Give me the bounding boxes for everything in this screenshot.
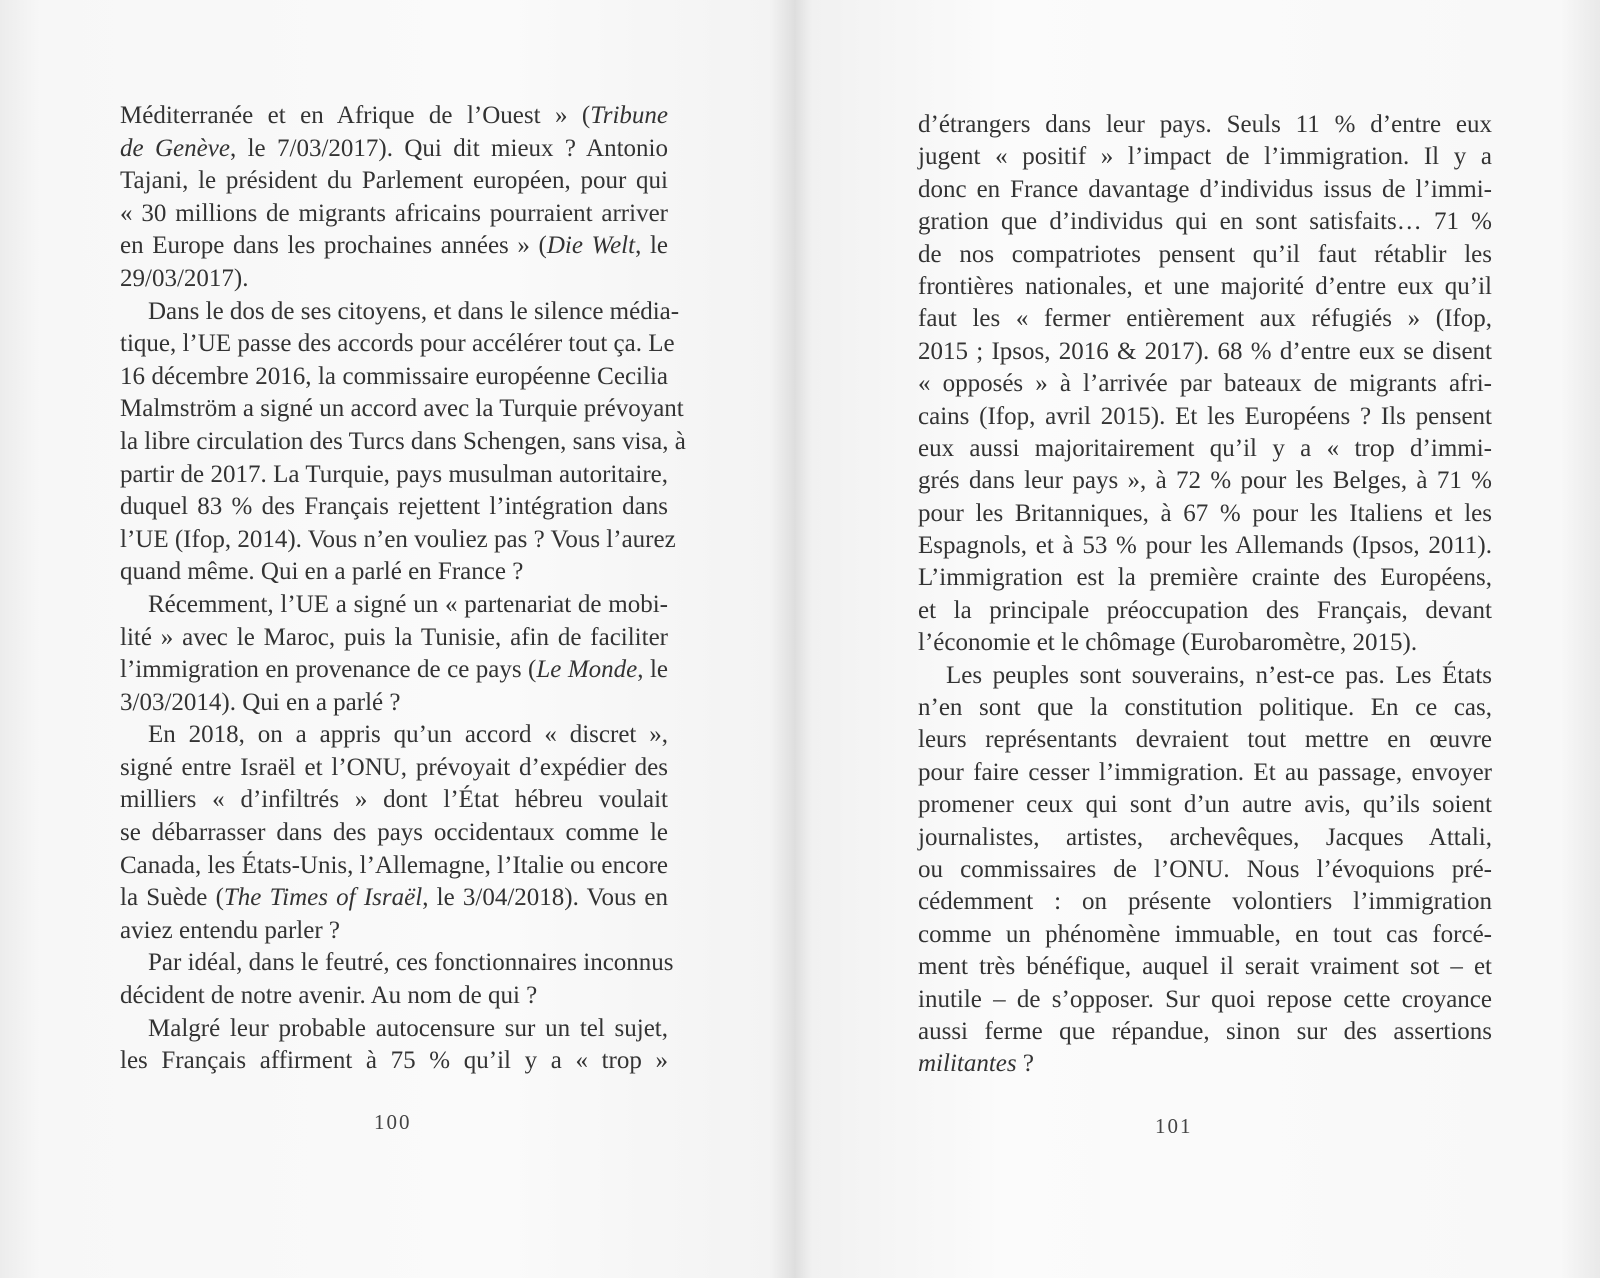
text-run: faut les « fermer entièrement aux réfugiés » (Ifop, <box>918 305 1492 333</box>
text-run: gration que d’individus qui en sont satisfaits… 71 % <box>918 208 1492 236</box>
text-run: , le <box>635 232 668 260</box>
text-line <box>120 491 668 524</box>
text-line <box>918 336 1492 368</box>
text-run: jugent « positif » l’impact de l’immigration. Il y a <box>918 143 1492 171</box>
page-number-left: 100 <box>374 1110 412 1134</box>
text-line <box>918 530 1492 562</box>
text-run: duquel 83 % des Français rejettent l’intégration dans <box>120 493 668 521</box>
text-run: partir de 2017. La Turquie, pays musulman autoritaire, <box>120 460 668 488</box>
text-run: ment très bénéfique, auquel il serait vraiment sot – et <box>918 953 1492 981</box>
text-run: donc en France davantage d’individus issus de l’immi- <box>918 175 1492 203</box>
text-run: milliers « d’infiltrés » dont l’État hébreu voulait <box>120 786 668 814</box>
text-line <box>918 660 1492 692</box>
text-run: ? <box>1016 1050 1034 1078</box>
text-line <box>120 882 668 915</box>
text-line <box>918 854 1492 886</box>
text-line <box>120 752 668 785</box>
text-run: signé entre Israël et l’ONU, prévoyait d’expédier des <box>120 753 668 781</box>
text-run: Par idéal, dans le feutré, ces fonctionnaires inconnus <box>148 949 674 977</box>
text-run: Espagnols, et à 53 % pour les Allemands (Ipsos, 2011). <box>918 532 1492 560</box>
text-run: cédemment : on présente volontiers l’immigration <box>918 888 1492 916</box>
text-run: En 2018, on a appris qu’un accord « discret », <box>148 721 668 749</box>
text-run: L’immigration est la première crainte des Européens, <box>918 564 1492 592</box>
paragraph <box>120 1013 668 1078</box>
left-page-text <box>120 100 686 1078</box>
text-line <box>918 789 1492 821</box>
text-run: en Europe dans les prochaines années » ( <box>120 232 547 260</box>
text-run: « 30 millions de migrants africains pourraient arriver <box>120 199 668 227</box>
text-run: leurs représentants devraient tout mettre en œuvre <box>918 726 1492 754</box>
text-run: Canada, les États-Unis, l’Allemagne, l’Italie ou encore <box>120 851 668 879</box>
text-line <box>918 239 1492 271</box>
text-line <box>918 1048 1492 1080</box>
text-line <box>918 498 1492 530</box>
text-line <box>918 692 1492 724</box>
text-run: journalistes, artistes, archevêques, Jacques Attali, <box>918 823 1492 851</box>
text-line <box>120 622 668 655</box>
paragraph <box>120 719 668 947</box>
text-line <box>918 141 1492 173</box>
italic-title: Die Welt <box>546 232 636 260</box>
text-run: aussi ferme que répandue, sinon sur des assertions <box>918 1017 1492 1045</box>
text-line <box>918 757 1492 789</box>
text-line <box>120 915 668 948</box>
text-run: pour faire cesser l’immigration. Et au passage, envoyer <box>918 758 1492 786</box>
text-line <box>120 654 668 687</box>
text-line <box>918 919 1492 951</box>
italic-title: Tribune <box>590 102 668 129</box>
text-line <box>120 296 680 329</box>
text-line <box>918 595 1492 627</box>
text-line <box>120 230 668 263</box>
text-run: , le 7/03/2017). Qui dit mieux ? Antonio <box>229 134 668 162</box>
text-line <box>120 589 668 622</box>
text-run: se débarrasser dans des pays occidentaux comme le <box>120 819 668 847</box>
text-line <box>120 1045 668 1078</box>
text-line <box>918 886 1492 918</box>
text-line <box>918 303 1492 335</box>
text-run: Malgré leur probable autocensure sur un tel sujet, <box>148 1014 668 1042</box>
text-line <box>918 627 1492 659</box>
text-run: 3/03/2014). Qui en a parlé ? <box>120 688 401 716</box>
text-run: Malmström a signé un accord avec la Turquie prévoyant <box>120 395 684 423</box>
text-run: 2015 ; Ipsos, 2016 & 2017). 68 % d’entre eux se disent <box>918 337 1492 365</box>
text-line <box>918 984 1492 1016</box>
text-run: eux aussi majoritairement qu’il y a « trop d’immi- <box>918 434 1492 462</box>
text-line <box>918 465 1492 497</box>
text-run: quand même. Qui en a parlé en France ? <box>120 558 524 586</box>
text-run: aviez entendu parler ? <box>120 916 341 944</box>
text-run: promener ceux qui sont d’un autre avis, qu’ils soient <box>918 791 1492 819</box>
italic-title: Le Monde <box>536 656 638 684</box>
text-run: tique, l’UE passe des accords pour accélérer tout ça. Le <box>120 330 675 358</box>
paragraph <box>918 660 1492 1081</box>
text-line <box>120 980 668 1013</box>
text-line <box>120 687 668 720</box>
paragraph <box>120 100 668 296</box>
text-line <box>918 368 1492 400</box>
text-line <box>120 524 676 557</box>
text-run: la libre circulation des Turcs dans Schengen, sans visa, à <box>120 427 686 455</box>
paragraph <box>120 947 674 1012</box>
text-line <box>120 328 675 361</box>
text-run: cains (Ifop, avril 2015). Et les Européens ? Ils pensent <box>918 402 1492 430</box>
text-run: Dans le dos de ses citoyens, et dans le silence média- <box>148 297 680 325</box>
text-line <box>918 433 1492 465</box>
text-run: l’UE (Ifop, 2014). Vous n’en vouliez pas ? Vous l’aurez <box>120 525 676 553</box>
text-line <box>918 401 1492 433</box>
text-line <box>120 556 668 589</box>
text-line <box>120 361 668 394</box>
text-run: Tajani, le président du Parlement européen, pour qui <box>120 167 668 195</box>
text-run: , le 3/04/2018). Vous en <box>422 884 669 912</box>
text-run: Méditerranée et en Afrique de l’Ouest » ( <box>120 102 591 129</box>
text-run: la Suède ( <box>120 884 224 912</box>
text-run: les Français affirment à 75 % qu’il y a « trop » <box>120 1047 668 1075</box>
text-line <box>120 198 668 231</box>
paragraph <box>120 589 668 719</box>
text-line <box>120 165 668 198</box>
paragraph <box>120 296 686 589</box>
text-run: l’économie et le chômage (Eurobaromètre, 2015). <box>918 629 1418 657</box>
text-run: « opposés » à l’arrivée par bateaux de migrants afri- <box>918 370 1492 398</box>
text-run: , le <box>637 656 668 684</box>
text-line <box>918 724 1492 756</box>
text-run: ou commissaires de l’ONU. Nous l’évoquions pré- <box>918 855 1492 883</box>
text-run: Récemment, l’UE a signé un « partenariat de mobi- <box>148 590 668 618</box>
text-line <box>120 133 668 166</box>
text-line <box>120 784 668 817</box>
text-run: décident de notre avenir. Au nom de qui ? <box>120 982 538 1010</box>
italic-title: militantes <box>918 1050 1017 1078</box>
text-line <box>120 719 668 752</box>
text-line <box>120 426 686 459</box>
text-run: de nos compatriotes pensent qu’il faut rétablir les <box>918 240 1492 268</box>
text-run: pour les Britanniques, à 67 % pour les Italiens et les <box>918 499 1492 527</box>
text-run: 29/03/2017). <box>120 264 249 292</box>
text-line <box>918 822 1492 854</box>
text-line <box>918 271 1492 303</box>
text-run: grés dans leur pays », à 72 % pour les Belges, à 71 % <box>918 467 1492 495</box>
text-run: inutile – de s’opposer. Sur quoi repose cette croyance <box>918 985 1492 1013</box>
text-line <box>120 263 668 296</box>
text-line <box>120 393 684 426</box>
text-line <box>120 817 668 850</box>
italic-title: The Times of Israël <box>223 884 423 912</box>
text-run: lité » avec le Maroc, puis la Tunisie, afin de faciliter <box>120 623 668 651</box>
italic-title: de Genève <box>120 134 230 162</box>
text-line <box>918 951 1492 983</box>
text-line <box>120 459 668 492</box>
text-line <box>120 850 668 883</box>
text-line <box>918 174 1492 206</box>
text-run: l’immigration en provenance de ce pays ( <box>120 656 537 684</box>
right-page-text <box>918 109 1492 1081</box>
text-run: Les peuples sont souverains, n’est-ce pas. Les États <box>946 661 1492 689</box>
paragraph <box>918 109 1492 660</box>
text-line <box>918 206 1492 238</box>
text-run: comme un phénomène immuable, en tout cas forcé- <box>918 920 1492 948</box>
text-line <box>120 100 668 133</box>
text-line <box>918 1016 1492 1048</box>
text-run: d’étrangers dans leur pays. Seuls 11 % d’entre eux <box>918 111 1492 138</box>
text-run: 16 décembre 2016, la commissaire européenne Cecilia <box>120 362 668 390</box>
text-run: n’en sont que la constitution politique. En ce cas, <box>918 694 1492 722</box>
text-line <box>918 562 1492 594</box>
text-line <box>918 109 1492 141</box>
text-line <box>120 1013 668 1046</box>
page-number-right: 101 <box>1155 1114 1193 1138</box>
text-line <box>120 947 674 980</box>
text-run: et la principale préoccupation des Français, devant <box>918 596 1492 624</box>
text-run: frontières nationales, et une majorité d’entre eux qu’il <box>918 272 1492 300</box>
